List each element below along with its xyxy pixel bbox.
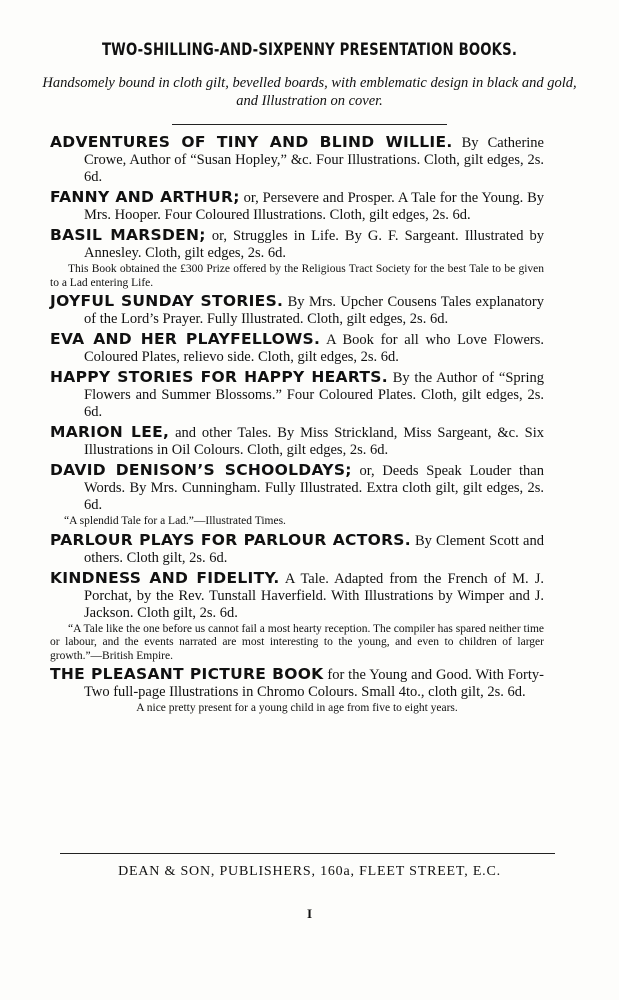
book-title: KINDNESS AND FIDELITY. [50,568,280,587]
book-note: This Book obtained the £300 Prize offered by the Religious Tract Society for the best Tale to be given to a Lad entering Life. [50,263,544,289]
book-title: THE PLEASANT PICTURE BOOK [50,665,324,683]
book-description: A Book for all who Love Flowers. Coloured Plates, relievo side. Cloth, gilt edges, 2s. 6d. [84,332,545,365]
page-subtitle: Handsomely bound in cloth gilt, bevelled boards, with emblematic design in black and gold, and Illustration on cover. [42,75,577,109]
book-description: By Mrs. Upcher Cousens Tales explanatory of the Lord’s Prayer. Fully Illustrated. Cloth, gilt edges, 2s. 6d. [84,294,545,327]
book-description: By the Author of “Spring Flowers and Summer Blossoms.” Four Coloured Plates. Cloth, gilt edges, 2s. 6d. [84,370,544,420]
book-title: HAPPY STORIES FOR HAPPY HEARTS. [50,368,388,386]
book-list [50,134,544,719]
book-entry [50,462,544,529]
page-title: TWO-SHILLING-AND-SIXPENNY PRESENTATION BOOKS. [101,40,518,60]
publisher-imprint: DEAN & SON, PUBLISHERS, 160a, FLEET STREET, E.C. [118,864,501,879]
book-entry [50,369,544,421]
book-title: BASIL MARSDEN; [50,226,206,244]
book-entry [50,134,544,186]
book-title: EVA AND HER PLAYFELLOWS. [50,330,321,348]
page-number: I [306,906,313,921]
book-entry [50,227,544,290]
book-title: ADVENTURES OF TINY AND BLIND WILLIE. [50,133,453,151]
book-review-quote: “A Tale like the one before us cannot fail a most hearty reception. The compiler has spared neither time or labour, and the events narrated are most interesting to the young, and even to children of larger growth.”—British Empire. [50,622,544,662]
book-entry [50,532,544,567]
top-divider [172,124,447,125]
book-description: and other Tales. By Miss Strickland, Miss Sargeant, &c. Six Illustrations in Oil Colours. Cloth, gilt edges, 2s. 6d. [84,425,544,458]
book-title: DAVID DENISON’S SCHOOLDAYS; [50,461,352,479]
book-entry [50,570,544,664]
book-description: or, Persevere and Prosper. A Tale for the Young. By Mrs. Hooper. Four Coloured Illustrations. Cloth, gilt edges, 2s. 6d. [84,190,544,223]
book-description: By Catherine Crowe, Author of “Susan Hopley,” &c. Four Illustrations. Cloth, gilt edges, 2s. 6d. [84,135,544,185]
book-description: for the Young and Good. With Forty-Two full-page Illustrations in Chromo Colours. Small 4to., cloth gilt, 2s. 6d. [84,667,544,700]
bottom-divider [60,853,555,854]
book-description: or, Struggles in Life. By G. F. Sargeant. Illustrated by Annesley. Cloth, gilt edges, 2s. 6d. [84,228,545,261]
book-entry [50,293,544,328]
book-description: A Tale. Adapted from the French of M. J. Porchat, by the Rev. Tunstall Haverfield. With Illustrations by Wimper and J. Jackson. Cloth gilt, 2s. 6d. [84,570,544,621]
book-entry [50,189,544,224]
book-title: MARION LEE, [50,423,170,441]
book-review-quote: “A splendid Tale for a Lad.”—Illustrated Times. [64,515,286,527]
book-description: or, Deeds Speak Louder than Words. By Mrs. Cunningham. Fully Illustrated. Extra cloth gilt, gilt edges, 2s. 6d. [84,463,544,513]
book-title: FANNY AND ARTHUR; [50,188,240,206]
book-description: By Clement Scott and others. Cloth gilt, 2s. 6d. [84,532,544,566]
book-entry [50,331,544,366]
book-entry [50,424,544,459]
book-title: PARLOUR PLAYS FOR PARLOUR ACTORS. [50,530,411,549]
book-title: JOYFUL SUNDAY STORIES. [50,292,284,310]
book-entry [50,666,544,716]
book-note: A nice pretty present for a young child in age from five to eight years. [136,702,458,714]
